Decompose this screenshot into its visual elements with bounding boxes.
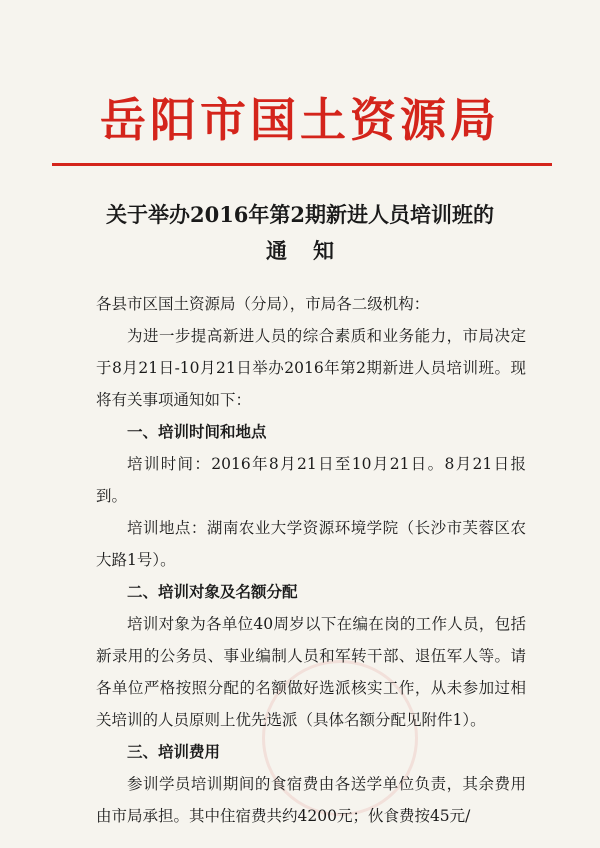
section-1-location: 培训地点：湖南农业大学资源环境学院（长沙市芙蓉区农大路1号）。 (96, 519, 526, 569)
section-1-heading: 一、培训时间和地点 (127, 423, 267, 441)
document-body (96, 288, 526, 832)
section-2-heading: 二、培训对象及名额分配 (127, 583, 298, 601)
salutation: 各县市区国土资源局（分局），市局各二级机构： (96, 295, 430, 313)
section-3-heading: 三、培训费用 (127, 743, 221, 761)
section-1-time: 培训时间：2016年8月21日至10月21日。8月21日报到。 (96, 455, 526, 505)
intro-paragraph: 为进一步提高新进人员的综合素质和业务能力，市局决定于8月21日-10月21日举办2016年第2期新进人员培训班。现将有关事项通知如下： (96, 327, 526, 409)
notice-title-suffix: 通知 (266, 238, 360, 263)
agency-masthead: 岳阳市国土资源局 (100, 93, 500, 147)
section-3-paragraph: 参训学员培训期间的食宿费由各送学单位负责，其余费用由市局承担。其中住宿费共约4200元；伙食费按45元/ (96, 775, 526, 825)
notice-title: 关于举办2016年第2期新进人员培训班的 (105, 202, 495, 227)
masthead-red-rule (52, 163, 552, 166)
section-2-paragraph: 培训对象为各单位40周岁以下在编在岗的工作人员，包括新录用的公务员、事业编制人员和军转干部、退伍军人等。请各单位严格按照分配的名额做好选派核实工作，从未参加过相关培训的人员原则上优先选派（具体名额分配见附件1）。 (96, 615, 526, 729)
